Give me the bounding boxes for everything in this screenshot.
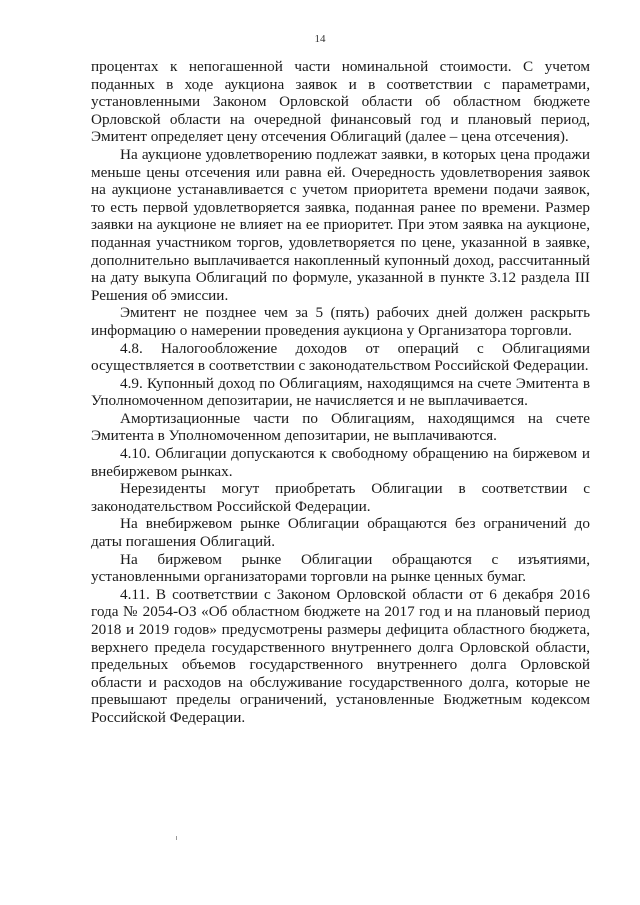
paragraph-4-8-taxation: 4.8. Налогообложение доходов от операций с Облигациями осуществляется в соответствии с законодательством Российской Федерации. <box>91 339 590 375</box>
scan-artifact-mark <box>176 836 177 840</box>
paragraph-4-11-budget-law: 4.11. В соответствии с Законом Орловской области от 6 декабря 2016 года № 2054-ОЗ «Об областном бюджете на 2017 год и на плановый период 2018 и 2019 годов» предусмотрены размеры дефицита областного бюджета, верхнего предела государственного внутреннего долга Орловской области, предельных объемов государственного внутреннего долга Орловской области и расходов на обслуживание государственного долга, которые не превышают пределы ограничений, установленные Бюджетным кодексом Российской Федерации. <box>91 585 590 726</box>
paragraph-amortization: Амортизационные части по Облигациям, находящимся на счете Эмитента в Уполномоченном депозитарии, не выплачиваются. <box>91 409 590 445</box>
paragraph-continuation: процентах к непогашенной части номинальной стоимости. С учетом поданных в ходе аукциона заявок и в соответствии с параметрами, установленными Законом Орловской области об областном бюджете Орловской области на очередной финансовый год и плановый период, Эмитент определяет цену отсечения Облигаций (далее – цена отсечения). <box>91 58 590 146</box>
page-number: 14 <box>314 33 326 45</box>
paragraph-nonresidents: Нерезиденты могут приобретать Облигации в соответствии с законодательством Российской Федерации. <box>91 480 590 515</box>
paragraph-4-9-coupon: 4.9. Купонный доход по Облигациям, находящимся на счете Эмитента в Уполномоченном депозитарии, не начисляется и не выплачивается. <box>91 374 590 410</box>
paragraph-exchange-market: На биржевом рынке Облигации обращаются с изъятиями, установленными организаторами торговли на рынке ценных бумаг. <box>91 550 590 586</box>
paragraph-4-10-circulation: 4.10. Облигации допускаются к свободному обращению на биржевом и внебиржевом рынках. <box>91 445 590 480</box>
paragraph-otc-market: На внебиржевом рынке Облигации обращаются без ограничений до даты погашения Облигаций. <box>91 515 590 551</box>
paragraph-auction-satisfaction: На аукционе удовлетворению подлежат заявки, в которых цена продажи меньше цены отсечения или равна ей. Очередность удовлетворения заявок на аукционе устанавливается с учетом приоритета времени подачи заявок, то есть первой удовлетворяется заявка, поданная ранее по времени. Размер заявки на аукционе не влияет на ее приоритет. При этом заявка на аукционе, поданная участником торгов, удовлетворяется по цене, указанной в заявке, дополнительно выплачивается накопленный купонный доход, рассчитанный на дату выкупа Облигаций по формуле, указанной в пункте 3.12 раздела III Решения об эмиссии. <box>91 145 590 304</box>
paragraph-issuer-disclosure: Эмитент не позднее чем за 5 (пять) рабочих дней должен раскрыть информацию о намерении проведения аукциона у Организатора торговли. <box>91 304 590 339</box>
document-body <box>91 58 590 727</box>
